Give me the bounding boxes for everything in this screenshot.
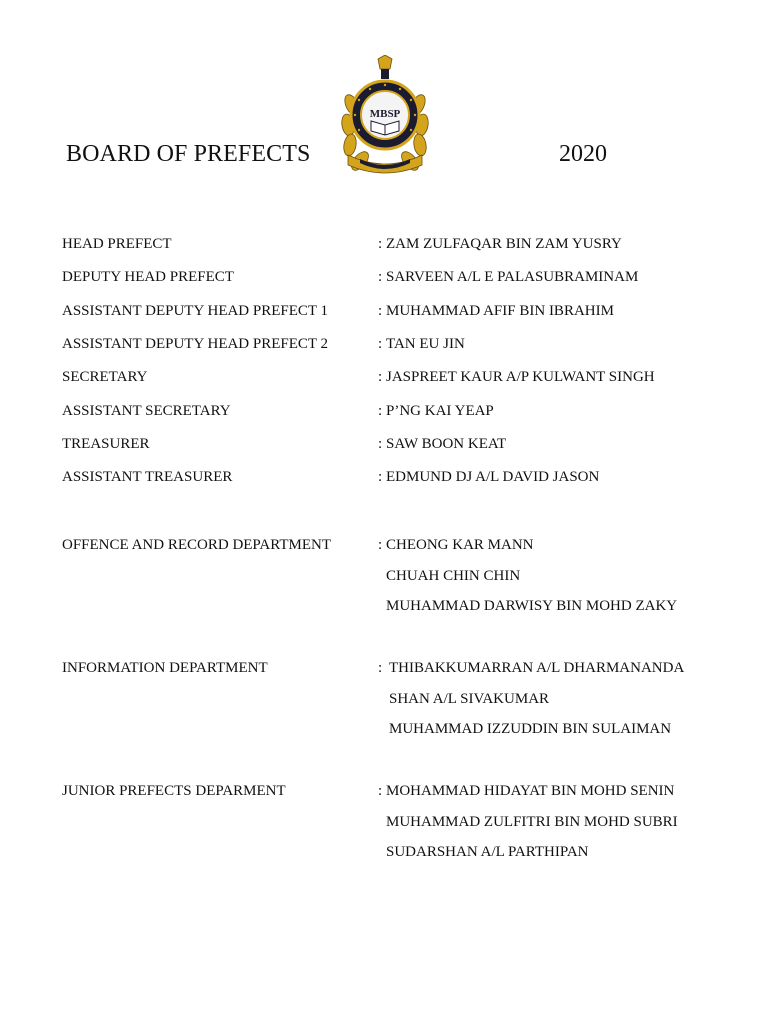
school-crest-icon	[338, 55, 432, 181]
separator-colon: :	[378, 236, 383, 252]
officer-row	[0, 236, 768, 258]
department-row	[0, 783, 768, 805]
member-name: JASPREET KAUR A/P KULWANT SINGH	[386, 369, 655, 385]
separator-colon: :	[378, 336, 383, 352]
role-label: HEAD PREFECT	[62, 236, 172, 252]
separator-colon: :	[378, 660, 383, 676]
role-label: ASSISTANT DEPUTY HEAD PREFECT 2	[62, 336, 329, 352]
department-row	[0, 814, 768, 836]
role-label: JUNIOR PREFECTS DEPARMENT	[62, 783, 286, 799]
member-name: MOHAMMAD HIDAYAT BIN MOHD SENIN	[386, 783, 675, 799]
department-row	[0, 537, 768, 559]
officer-row	[0, 369, 768, 391]
member-name: TAN EU JIN	[386, 336, 465, 352]
role-label: ASSISTANT DEPUTY HEAD PREFECT 1	[62, 303, 329, 319]
department-row	[0, 568, 768, 590]
separator-colon: :	[378, 269, 383, 285]
department-row	[0, 721, 768, 743]
crest-lettering: MBSP	[369, 108, 401, 120]
separator-colon: :	[378, 783, 383, 799]
role-label: ASSISTANT SECRETARY	[62, 403, 231, 419]
member-name: SAW BOON KEAT	[386, 436, 507, 452]
separator-colon: :	[378, 469, 383, 485]
separator-colon: :	[378, 403, 383, 419]
role-label: OFFENCE AND RECORD DEPARTMENT	[62, 537, 331, 553]
separator-colon: :	[378, 369, 383, 385]
officer-row	[0, 336, 768, 358]
role-label: SECRETARY	[62, 369, 148, 385]
member-name: P’NG KAI YEAP	[386, 403, 494, 419]
separator-colon: :	[378, 436, 383, 452]
member-name: MUHAMMAD ZULFITRI BIN MOHD SUBRI	[386, 814, 678, 830]
member-name: MUHAMMAD IZZUDDIN BIN SULAIMAN	[389, 721, 672, 737]
member-name: SUDARSHAN A/L PARTHIPAN	[386, 844, 589, 860]
role-label: TREASURER	[62, 436, 150, 452]
member-name: SHAN A/L SIVAKUMAR	[389, 691, 550, 707]
officer-row	[0, 303, 768, 325]
member-name: MUHAMMAD DARWISY BIN MOHD ZAKY	[386, 598, 678, 614]
member-name: SARVEEN A/L E PALASUBRAMINAM	[386, 269, 639, 285]
member-name: CHEONG KAR MANN	[386, 537, 534, 553]
member-name: ZAM ZULFAQAR BIN ZAM YUSRY	[386, 236, 622, 252]
member-name: CHUAH CHIN CHIN	[386, 568, 521, 584]
page-year: 2020	[559, 141, 607, 167]
department-row	[0, 598, 768, 620]
separator-colon: :	[378, 303, 383, 319]
separator-colon: :	[378, 537, 383, 553]
department-row	[0, 660, 768, 682]
member-name: MUHAMMAD AFIF BIN IBRAHIM	[386, 303, 614, 319]
role-label: DEPUTY HEAD PREFECT	[62, 269, 234, 285]
member-name: EDMUND DJ A/L DAVID JASON	[386, 469, 600, 485]
officer-row	[0, 269, 768, 291]
member-name: THIBAKKUMARRAN A/L DHARMANANDA	[389, 660, 685, 676]
officer-row	[0, 436, 768, 458]
officer-row	[0, 469, 768, 491]
department-row	[0, 844, 768, 866]
role-label: ASSISTANT TREASURER	[62, 469, 233, 485]
page-title: BOARD OF PREFECTS	[66, 141, 311, 167]
role-label: INFORMATION DEPARTMENT	[62, 660, 268, 676]
officer-row	[0, 403, 768, 425]
department-row	[0, 691, 768, 713]
